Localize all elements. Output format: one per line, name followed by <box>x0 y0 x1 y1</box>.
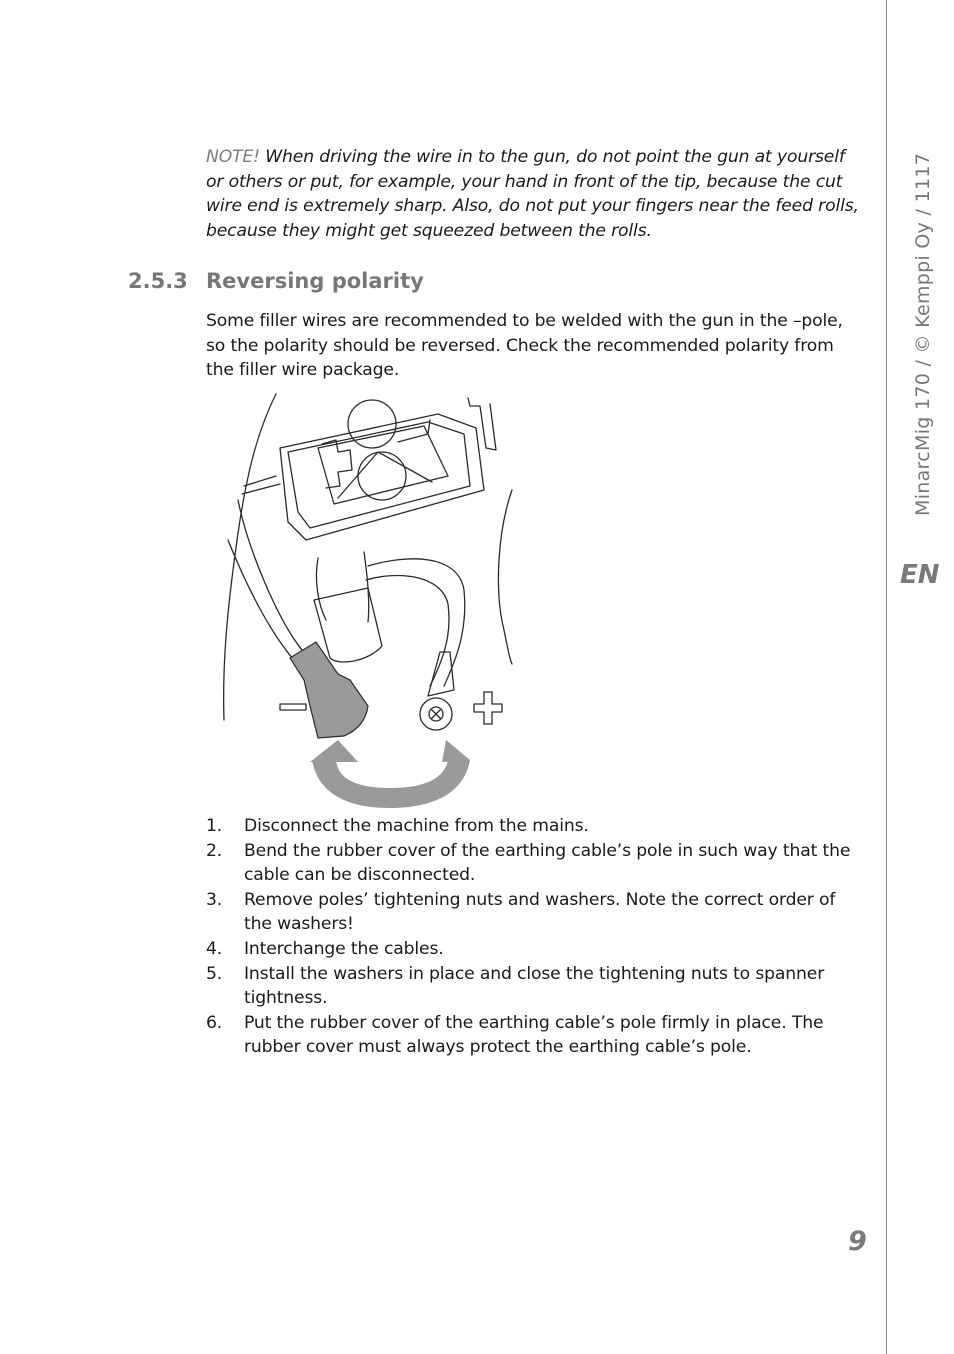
step-text: Disconnect the machine from the mains. <box>244 816 589 836</box>
step-number: 2. <box>206 840 223 861</box>
ring-terminal-icon <box>428 652 454 696</box>
step-text: Interchange the cables. <box>244 938 444 959</box>
section-title: Reversing polarity <box>206 269 424 293</box>
intro-paragraph: Some filler wires are recommended to be welded with the gun in the –pole, so the polarity should be reversed. Check the recommended polarity from the filler wire package. <box>206 311 843 381</box>
side-divider <box>886 0 887 1354</box>
step-text: Bend the rubber cover of the earthing cable’s pole in such way that the cable can be disconnected. <box>244 840 851 886</box>
step-item <box>206 839 866 888</box>
step-text: Install the washers in place and close the tightening nuts to spanner tightness. <box>244 963 825 1009</box>
polarity-drawing <box>218 390 518 810</box>
page-number: 9 <box>848 1226 867 1257</box>
housing-right-edge-icon <box>498 490 512 664</box>
feed-block-icon <box>280 414 484 540</box>
step-text: Remove poles’ tightening nuts and washers. Note the correct order of the washers! <box>244 889 836 935</box>
step-item <box>206 937 866 962</box>
step-number: 6. <box>206 1012 223 1033</box>
swap-arrow-icon <box>312 760 470 808</box>
housing-edge-icon <box>224 394 276 720</box>
note-paragraph <box>206 145 862 243</box>
polarity-illustration <box>218 390 518 810</box>
minus-sign-icon <box>280 704 306 710</box>
step-item <box>206 1011 866 1060</box>
language-tag: EN <box>900 560 940 590</box>
step-number: 4. <box>206 938 223 959</box>
section-number: 2.5.3 <box>128 269 188 293</box>
note-label: NOTE! <box>206 147 260 167</box>
document-meta: MinarcMig 170 / © Kemppi Oy / 1117 <box>912 152 934 516</box>
step-text: Put the rubber cover of the earthing cable’s pole firmly in place. The rubber cover must always protect the earthing cable’s pole. <box>244 1012 824 1058</box>
step-number: 3. <box>206 889 223 910</box>
step-item <box>206 814 866 839</box>
step-number: 5. <box>206 963 223 984</box>
procedure-steps <box>206 814 866 1060</box>
plus-sign-icon <box>474 692 502 724</box>
note-text: When driving the wire in to the gun, do not point the gun at yourself or others or put, for example, your hand in front of the tip, because the cut wire end is extremely sharp. Also, do not put your fingers near the feed rolls, because they might get squeezed between the rolls. <box>206 147 859 241</box>
step-number: 1. <box>206 816 223 836</box>
step-item <box>206 888 866 937</box>
step-item <box>206 962 866 1011</box>
